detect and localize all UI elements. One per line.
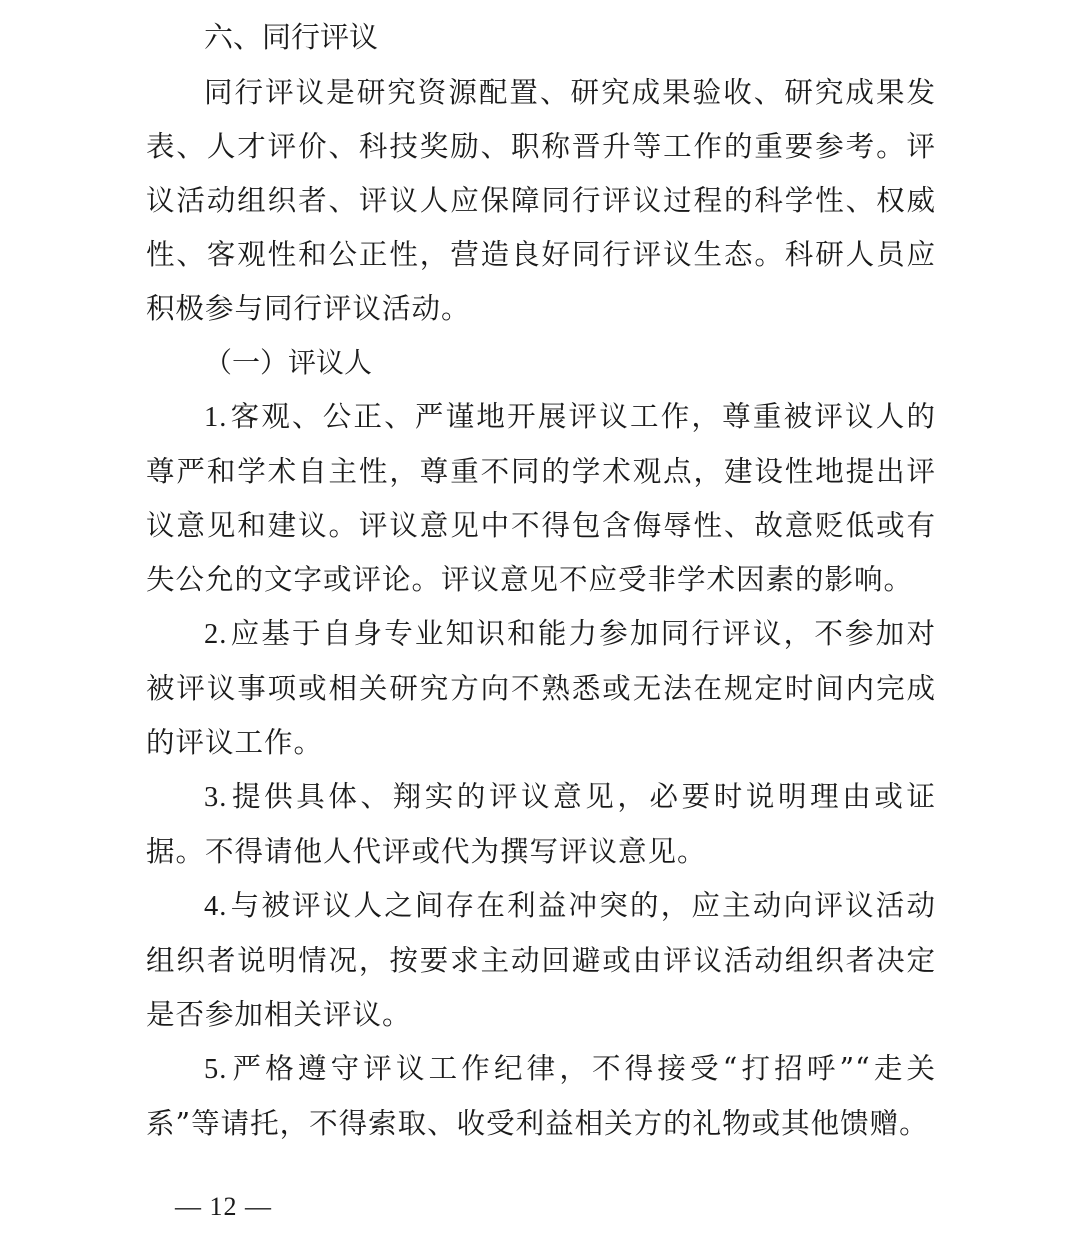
item-number: 2. [204, 619, 228, 650]
subsection-heading: （一）评议人 [204, 346, 373, 379]
item-number: 5. [204, 1054, 228, 1085]
item-text: 严格遵守评议工作纪律，不得接受“打招呼”“走关系”等请托，不得索取、收受利益相关方的礼物或其他馈赠。 [146, 1052, 936, 1140]
list-item [146, 770, 936, 879]
item-text: 应基于自身专业知识和能力参加同行评议，不参加对被评议事项或相关研究方向不熟悉或无法在规定时间内完成的评议工作。 [146, 617, 936, 759]
item-text: 与被评议人之间存在利益冲突的，应主动向评议活动组织者说明情况，按要求主动回避或由评议活动组织者决定是否参加相关评议。 [146, 889, 936, 1031]
list-item [146, 390, 936, 607]
section-intro-paragraph: 同行评议是研究资源配置、研究成果验收、研究成果发表、人才评价、科技奖励、职称晋升等工作的重要参考。评议活动组织者、评议人应保障同行评议过程的科学性、权威性、客观性和公正性，营造良好同行评议生态。科研人员应积极参与同行评议活动。 [146, 76, 936, 325]
item-text: 客观、公正、严谨地开展评议工作，尊重被评议人的尊严和学术自主性，尊重不同的学术观点，建设性地提出评议意见和建议。评议意见中不得包含侮辱性、故意贬低或有失公允的文字或评论。评议意见不应受非学术因素的影响。 [146, 400, 936, 596]
document-body [146, 14, 936, 1151]
list-item [146, 607, 936, 770]
item-number: 1. [204, 402, 228, 433]
list-item [146, 879, 936, 1042]
page-number: — 12 — [175, 1192, 272, 1221]
item-text: 提供具体、翔实的评议意见，必要时说明理由或证据。不得请他人代评或代为撰写评议意见。 [146, 780, 936, 868]
section-heading: 六、同行评议 [204, 20, 379, 54]
list-item [146, 1042, 936, 1151]
item-number: 3. [204, 782, 228, 813]
item-number: 4. [204, 891, 228, 922]
